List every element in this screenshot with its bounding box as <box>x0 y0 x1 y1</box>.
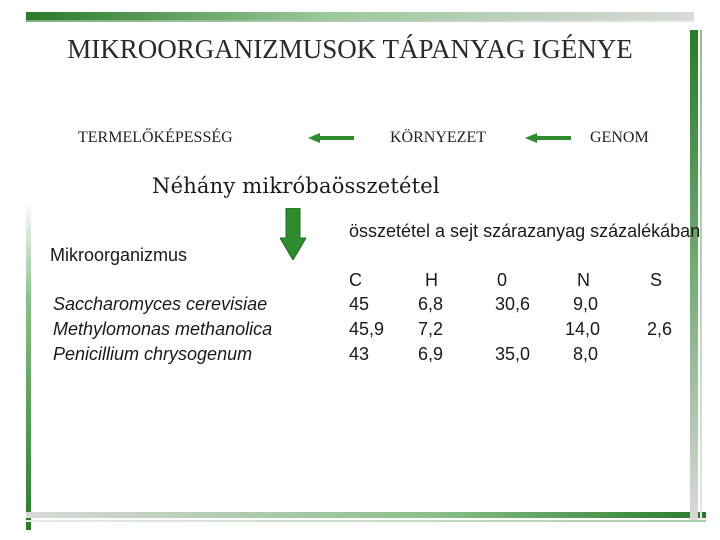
table-cell: 43 <box>349 344 370 364</box>
down-arrow-icon <box>280 208 306 260</box>
microorganism-header: Mikroorganizmus <box>50 245 188 265</box>
left-arrow-icon <box>525 133 571 143</box>
table-cell: 35,0 <box>495 344 531 364</box>
flow-label-environment: KÖRNYEZET <box>390 129 486 146</box>
flow-label-genome: GENOM <box>590 129 649 146</box>
frame-left-bar <box>26 200 31 530</box>
element-header-n: N <box>577 270 590 290</box>
element-header-c: C <box>349 270 362 290</box>
frame-top-line <box>26 20 694 22</box>
section-subtitle: Néhány mikróbaösszetétel <box>152 174 440 198</box>
table-row-name: Saccharomyces cerevisiae <box>53 294 268 314</box>
composition-header: összetétel a sejt szárazanyag százalékában <box>349 221 701 241</box>
table-cell: 8,0 <box>573 344 599 364</box>
table-cell: 30,6 <box>495 294 531 314</box>
table-cell: 6,9 <box>418 344 444 364</box>
table-cell: 45 <box>349 294 370 314</box>
slide-title: MIKROORGANIZMUSOK TÁPANYAG IGÉNYE <box>67 34 633 64</box>
table-cell: 7,2 <box>418 319 444 339</box>
flow-label-production: TERMELŐKÉPESSÉG <box>78 129 233 146</box>
frame-top-bar <box>26 12 694 20</box>
table-cell: 2,6 <box>647 319 673 339</box>
left-arrow-icon <box>308 133 354 143</box>
element-header-h: H <box>425 270 438 290</box>
table-cell: 9,0 <box>573 294 599 314</box>
frame-right-line <box>700 30 702 520</box>
table-row-name: Methylomonas methanolica <box>53 319 273 339</box>
frame-bottom-bar <box>26 512 706 518</box>
element-header-o: 0 <box>497 270 508 290</box>
table-cell: 14,0 <box>565 319 601 339</box>
table-cell: 45,9 <box>349 319 385 339</box>
frame-bottom-line <box>26 520 706 522</box>
frame-right-bar <box>690 30 698 520</box>
table-cell: 6,8 <box>418 294 444 314</box>
element-header-s: S <box>650 270 663 290</box>
table-row-name: Penicillium chrysogenum <box>53 344 253 364</box>
